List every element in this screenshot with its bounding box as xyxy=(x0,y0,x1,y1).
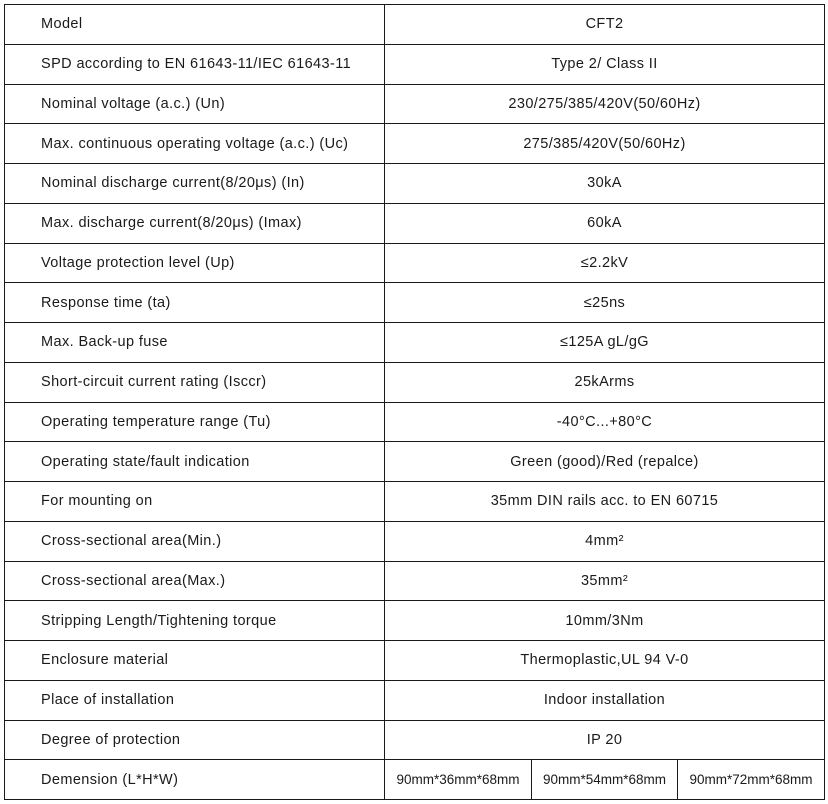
table-row xyxy=(5,561,825,601)
row-label: For mounting on xyxy=(5,482,385,522)
row-value: 35mm² xyxy=(385,561,825,601)
table-row xyxy=(5,243,825,283)
dimension-value: 90mm*36mm*68mm xyxy=(385,760,532,800)
row-label: Cross-sectional area(Max.) xyxy=(5,561,385,601)
row-label: Short-circuit current rating (Isccr) xyxy=(5,362,385,402)
table-row xyxy=(5,521,825,561)
row-value: Green (good)/Red (repalce) xyxy=(385,442,825,482)
table-row xyxy=(5,680,825,720)
table-row xyxy=(5,84,825,124)
table-row xyxy=(5,641,825,681)
row-label: Response time (ta) xyxy=(5,283,385,323)
row-label: Stripping Length/Tightening torque xyxy=(5,601,385,641)
row-label: Nominal voltage (a.c.) (Un) xyxy=(5,84,385,124)
table-row xyxy=(5,323,825,363)
row-label: Operating state/fault indication xyxy=(5,442,385,482)
row-label: Model xyxy=(5,5,385,45)
table-row xyxy=(5,164,825,204)
row-label: Cross-sectional area(Min.) xyxy=(5,521,385,561)
table-row xyxy=(5,482,825,522)
table-row xyxy=(5,442,825,482)
row-value: Thermoplastic,UL 94 V-0 xyxy=(385,641,825,681)
row-label: Degree of protection xyxy=(5,720,385,760)
row-value: IP 20 xyxy=(385,720,825,760)
spec-table-body xyxy=(5,5,825,800)
row-value: 230/275/385/420V(50/60Hz) xyxy=(385,84,825,124)
row-value: -40°C...+80°C xyxy=(385,402,825,442)
row-label: Voltage protection level (Up) xyxy=(5,243,385,283)
table-row xyxy=(5,362,825,402)
row-label: Operating temperature range (Tu) xyxy=(5,402,385,442)
table-row xyxy=(5,44,825,84)
row-value: 275/385/420V(50/60Hz) xyxy=(385,124,825,164)
row-label: Max. discharge current(8/20μs) (Imax) xyxy=(5,203,385,243)
row-value: 60kA xyxy=(385,203,825,243)
row-value: 4mm² xyxy=(385,521,825,561)
table-row xyxy=(5,124,825,164)
row-value: 30kA xyxy=(385,164,825,204)
row-value: 25kArms xyxy=(385,362,825,402)
row-value: 10mm/3Nm xyxy=(385,601,825,641)
row-value: 35mm DIN rails acc. to EN 60715 xyxy=(385,482,825,522)
table-row xyxy=(5,720,825,760)
dimension-row xyxy=(5,760,825,800)
row-label: Max. Back-up fuse xyxy=(5,323,385,363)
row-value: ≤2.2kV xyxy=(385,243,825,283)
row-value: CFT2 xyxy=(385,5,825,45)
row-label: Place of installation xyxy=(5,680,385,720)
dimension-value: 90mm*54mm*68mm xyxy=(532,760,678,800)
row-label: Nominal discharge current(8/20μs) (In) xyxy=(5,164,385,204)
row-value: ≤25ns xyxy=(385,283,825,323)
table-row xyxy=(5,402,825,442)
row-label: Max. continuous operating voltage (a.c.) (Uc) xyxy=(5,124,385,164)
spec-table xyxy=(4,4,825,800)
row-value: ≤125A gL/gG xyxy=(385,323,825,363)
row-value: Type 2/ Class II xyxy=(385,44,825,84)
table-row xyxy=(5,203,825,243)
dimension-label: Demension (L*H*W) xyxy=(5,760,385,800)
table-row xyxy=(5,5,825,45)
row-label: SPD according to EN 61643-11/IEC 61643-11 xyxy=(5,44,385,84)
table-row xyxy=(5,601,825,641)
row-label: Enclosure material xyxy=(5,641,385,681)
row-value: Indoor installation xyxy=(385,680,825,720)
table-row xyxy=(5,283,825,323)
dimension-value: 90mm*72mm*68mm xyxy=(678,760,825,800)
